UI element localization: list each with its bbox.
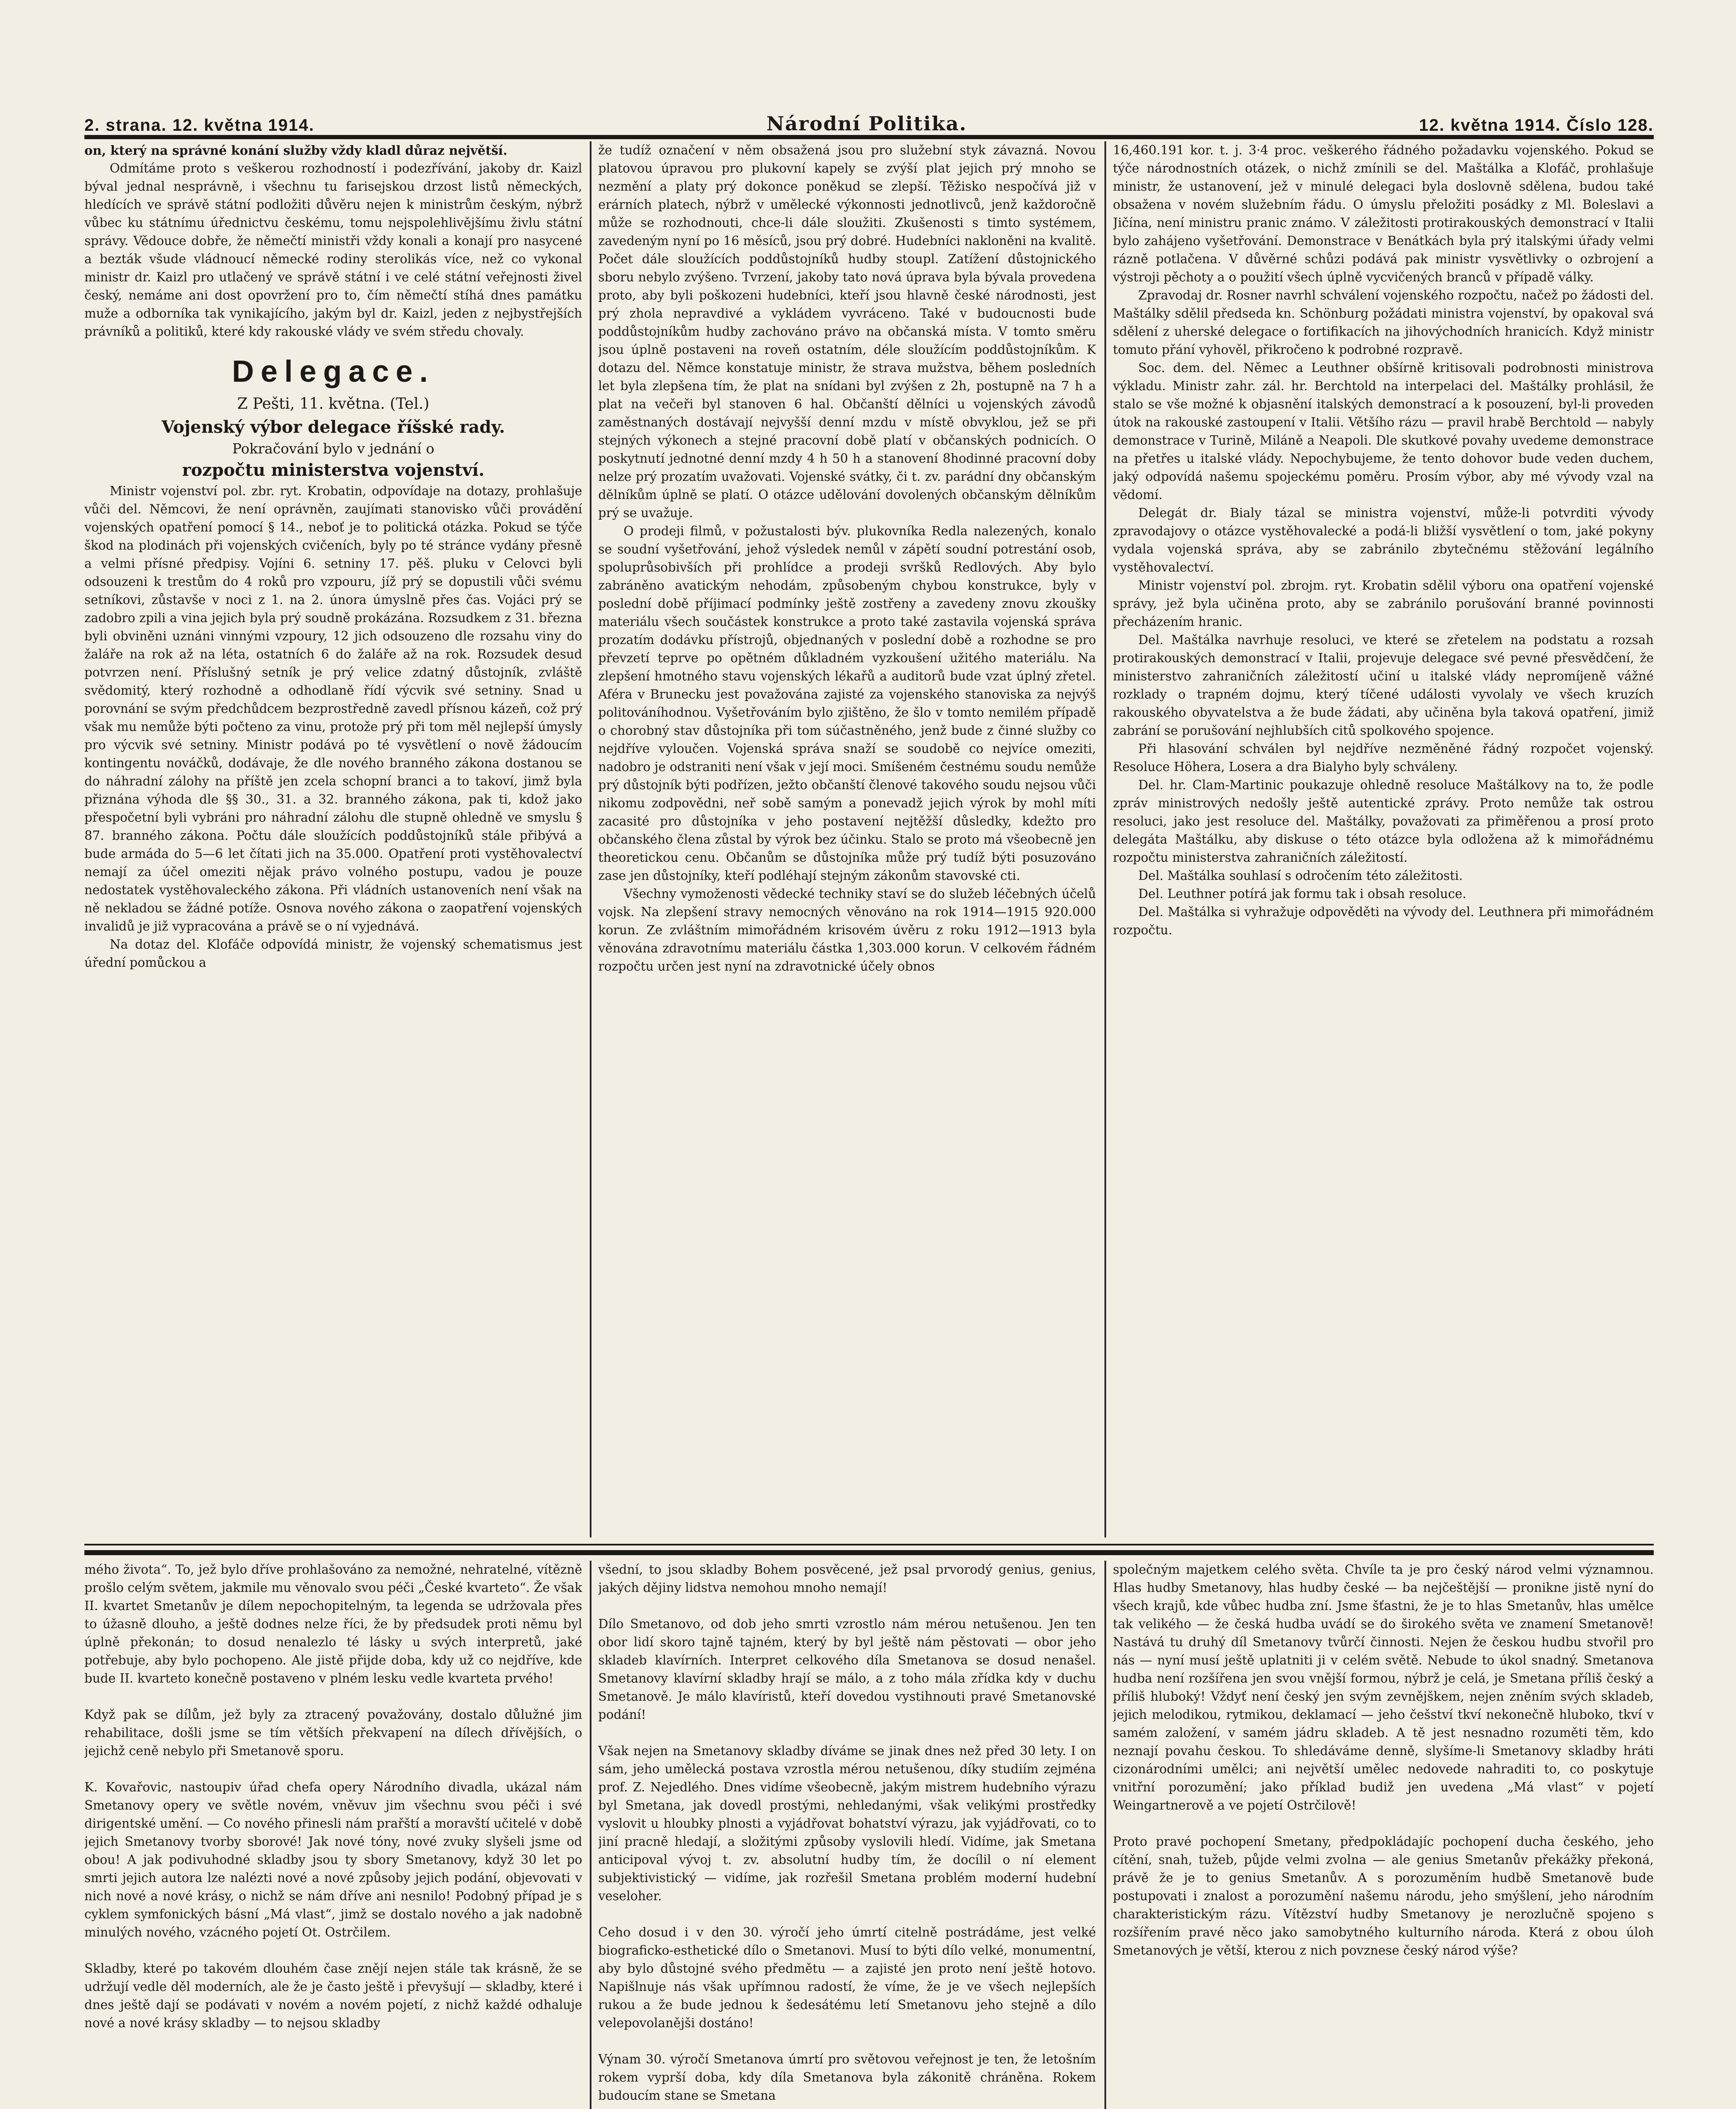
column-divider — [1104, 141, 1106, 1537]
berchtold-paragraph: Soc. dem. del. Němec a Leuthner obšírně kritisovali podrobnosti ministrova výkladu. Ministr zahr. zál. hr. Berchtold na interpelaci del. Maštálky prohlásil, že stalo se vše možné k objasnění italských demonstrací a k posouzení, byl-li proveden útok na rakouské zastoupení v Italii. Většího rázu — pravil hrabě Berchtold — nabyly demonstrace v Turině, Miláně a Neapoli. Dle skutkové povahy uvedeme demonstrace na přetřes u italské vlády. Nepochybujeme, že tento dohovor bude veden duchem, jaký odpovídá našemu spojeckému poměru. Prosím výbor, aby mé vývody vzal na vědomí. — [1113, 361, 1654, 502]
leuthner-paragraph: Del. Leuthner potírá jak formu tak i obsah resoluce. — [1138, 887, 1466, 901]
subheading-budget: rozpočtu ministerstva vojenství. — [182, 460, 485, 480]
mastalka-reserve-paragraph: Del. Maštálka si vyhražuje odpověděti na vývody del. Leuthnera při mimořádném rozpočtu. — [1113, 905, 1654, 937]
feuilleton-rule-thin — [84, 1544, 1654, 1545]
header-rule — [84, 135, 1654, 139]
mastalka-resolution-paragraph: Del. Maštálka navrhuje resoluci, ve které se zřetelem na podstatu a rozsah protirakouských demonstrací v Italii, projevuje delegace své pevné přesvědčení, že ministerstvo zahraničních záležitostí učiní u italské vlády nepromíjeně vážné rozklady o trapném dojmu, který tíčené události vyvolaly ve všech kruzích rakouského obyvatelstva a že bude žádati, aby učiněna byla taková opatření, jimiž zabrání se porušování nejhlubších citů spolkového spojence. — [1113, 633, 1654, 738]
feuilleton-column-1 — [84, 1561, 582, 2109]
column-divider — [590, 1561, 591, 2109]
column-divider — [590, 141, 591, 1537]
feuilleton-column-2 — [598, 1561, 1096, 2109]
subheading-committee: Vojenský výbor delegace říšské rady. — [161, 417, 505, 437]
minister-answer-paragraph: Ministr vojenství pol. zbr. ryt. Krobatin, odpovídaje na dotazy, prohlašuje vůči del. Němcovi, že není oprávněn, zaujímati stanovisko vůči provádění vojenských opatření pomocí § 14., neboť je to politická otázka. Pokud se týče škod na plodinách při vojenských cvičeních, byly po té stránce vydány přesně a velmi přísné předpisy. Vojíni 6. setniny 17. pěš. pluku v Celovci byli odsouzeni k trestům do 4 roků pro vzpouru, jíž prý se dopustili vůči svému setníkovi, zůstavše v noci z 1. na 2. února úmyslně přes čas. Vojáci prý se zadobro zpili a vina jejich byla prý soudně prokázána. Rozsudkem z 31. března byli obviněni uznáni vinnými vzpoury, 12 jich odsouzeno dle rozsahu viny do žaláře na rok až na léta, ostatních 6 do žaláře až na rok. Rozsudek desud potvrzen není. Příslušný setník je prý velice zdatný důstojník, zvláště svědomitý, který rozhodně a odhodlaně řídí výcvik své setniny. Snad u porovnání se svým předchůdcem bezprostředně zavedl přísnou kázeň, což prý však mu nemůže býti počteno za vinu, protože prý při tom měl nejlepší úmysly pro výcvik své setniny. Ministr podává po té vysvětlení o nově žádoucím kontingentu nováčků, dodávaje, že dle nového branného zákona dostanou se do náhradní zálohy na příště jen zcela schopní branci a to takoví, jimž byla přiznána výhoda dle §§ 30., 31. a 32. branného zákona, pak ti, kdož jako přespočetní byli vybráni pro náhradní zálohu dle stupně ohledně ve smyslu § 87. branného zákona. Počtu dále sloužících poddůstojníků stále přibývá a bude armáda do 5—6 let čítati jich na 35.000. Opatření proti vystěhovalectví nemají za účel omeziti nějak právo volného postupu, vadou je pouze nedostatek vystěhovaleckého zákona. Při vládních ustanoveních není však na ně nekladou se žádné potíže. Osnova nového zákona o zaopatření vojenských invalidů je již vypracována a právě se o ní vyjednává. — [84, 484, 582, 933]
news-column-1 — [84, 141, 582, 1540]
column-intro: on, který na správné konání služby vždy kladl důraz největší. — [84, 143, 508, 158]
budget-paragraph: 16,460.191 kor. t. j. 3·4 proc. veškerého řádného požadavku vojenského. Pokud se týče národnostních otázek, o nichž zmínili se del. Maštálka a Klofáč, prohlašuje ministr, že ustanovení, jež v minulé delegaci byla doslovně sdělena, budou také obsažena v novém služebním řádu. O úmyslu přeložiti posádky z Ml. Boleslavi a Jičína, není ministru pranic známo. V záležitosti protirakouských demonstrací v Italii bylo zahájeno vyšetřování. Demonstrace v Benátkách byla prý italskými úřady velmi rázně potlačena. V důvěrné schůzi podává pak ministr vysvětlivky o ozbrojení a výstroji pěchoty a o použití všech úplně vycvičených branců v případě války. — [1113, 143, 1654, 284]
masthead: Národní Politika. — [766, 112, 967, 135]
bands-paragraph: že tudíž označení v něm obsažená jsou pro služební styk závazná. Novou platovou úpravou pro plukovní kapely se zvýší plat jejich prý mnoho se nezmění a platy prý dokonce poněkud se zlepší. Těžisko nespočívá již v erárních platech, nýbrž v umělecké výkonnosti jednotlivců, jenž každoročně může se rozhodnouti, chce-li dále sloužiti. Zkušenosti s timto systémem, zavedeným nyní po 16 měsíců, jsou prý dobré. Hudebníci nakloněni na kvalitě. Počet dále sloužících poddůstojníků hudby stoupl. Zatížení důstojnického sboru nebylo zvýšeno. Tvrzení, jakoby tato nová úprava byla bývala provedena proto, aby byli poškozeni hudebníci, kteří jsou hlavně české národnosti, jest prý zhola nepravdivé a vykládem vyvráceno. Také v budoucnosti bude poddůstojníkům hudby zachováno právo na občanská místa. V tomto směru jsou úplně postaveni na roveň ostatním, déle sloužícím poddůstojníkům. K dotazu del. Němce konstatuje ministr, že strava mužstva, během posledních let byla zlepšena tím, že plat na snídani byl zvýšen z 2h, postupně na 7 h a plat na večeři byl stanoven 6 hal. Občanští dělníci u vojenských závodů zaměstnaných dostávají nejvyšší denní mzdu v místě obvyklou, jež se při stejných výkonech a stejné pracovní době platí v občanských podnicích. O poskytnutí jednotné denní mzdy 4 h 50 h a stanovení 8hodinné pracovní doby nelze prý prozatím uvažovati. Vojenské svátky, či t. zv. parádní dny občanským dělníkům úplně se platí. O otázce udělování dovolených občanským dělníkům prý se uvažuje. — [598, 143, 1096, 520]
clam-martinic-paragraph: Del. hr. Clam-Martinic poukazuje ohledně resoluce Maštálkovy na to, že podle zpráv ministrových nedošly ještě autentické zprávy. Proto nemůže tak ostrou resoluci, jako jest resoluce del. Maštálky, považovati za přiměřenou a prosí proto delegáta Maštálku, aby diskuse o této otázce byla odložena až k mimořádnému rozpočtu ministerstva zahraničních záležitostí. — [1113, 778, 1654, 865]
section-heading: Delegace. — [232, 355, 435, 388]
mastalka-agrees-paragraph: Del. Maštálka souhlasí s odročením této záležitosti. — [1138, 868, 1463, 883]
kaizl-paragraph: Odmítáme proto s veškerou rozhodností i podezřívání, jakoby dr. Kaizl býval jednal nesprávně, i všechnu tu farisejskou drzost listů německých, hledících ve správě státní podložiti důvěru nejen k ministrům českým, nýbrž vůbec ku státnímu úřednictvu českému, tomu nejspolehlivějšímu živlu státní správy. Vědouce dobře, že němečtí ministři vždy konali a konají pro nasycené a bezták všude vládnoucí německé rodiny sterolikás více, než co vykonal ministr dr. Kaizl pro utlačený ve správě státní i ve celé státní veřejnosti živel český, nemáme ani dost opovržení pro to, čím němečtí stíhá dnes památku muže a odborníka tak vynikajícího, jakým byl dr. Kaizl, jeden z nejbystřejších právníků a politiků, které kdy rakouské vlády ve svém středu chovaly. — [84, 161, 582, 339]
column-divider — [1104, 1561, 1106, 2109]
medical-paragraph: Všechny vymoženosti vědecké techniky staví se do služeb léčebných účelů vojsk. Na zlepšení stravy nemocných věnováno na rok 1914—1915 920.000 korun. Ze zvláštním mimořádném krisovém úvěru z roku 1912—1913 byla věnována zdravotnímu materiálu částka 1,303.000 korun. V celkovém řádném rozpočtu určen jest nyní na zdravotnické účely obnos — [598, 887, 1096, 974]
vote-paragraph: Při hlasování schválen byl nejdříve nezměněné řádný rozpočet vojenský. Resoluce Höhera, Losera a dra Bialyho byly schváleny. — [1113, 742, 1654, 774]
page-header — [84, 105, 1654, 135]
news-column-3 — [1113, 141, 1654, 1540]
header-right: 12. května 1914. Číslo 128. — [1419, 116, 1654, 135]
dateline: Z Pešti, 11. května. (Tel.) — [237, 395, 429, 413]
feuilleton-column-3 — [1113, 1561, 1654, 2109]
feuilleton-text: společným majetkem celého světa. Chvíle ta je pro český národ velmi významnou. Hlas hudby Smetanovy, hlas hudby české — ba nejčeštější — pronikne jistě nyní do všech krajů, kde vůbec hudba zní. Jsme šťastni, že je to hlas Smetanův, hlas umělce tak velikého — že česká hudba uvádí se do širokého světa ve znamení Smetanově! Nastává tu druhý díl Smetanovy tvůrčí činnosti. Nejen že českou hudbu stvořil pro nás — nyní musí ještě uplatniti ji v celém světě. Nebude to úkol snadný. Smetanova hudba není rozšířena jen svou vnější formou, nýbrž je celá, je Smetana příliš český a příliš hluboký! Vždyť není český jen svým zevnějškem, nejen zněním svých skladeb, jejich melodikou, rytmikou, deklamací — jeho češství tkví nekonečně hluboko, tkví v samém založení, v samém jádru skladeb. A tě jest nesnadno rozuměti těm, kdo neznají povahu českou. To shledáváme denně, slyšíme-li Smetanovy skladby hráti cizonárodními umělci; ani největší umělec nedovede nahraditi to, co poskytuje vnitřní porozumění; jako příklad budiž jen uvedena „Má vlast“ v pojetí Weingartnerově a ve pojetí Ostrčilově! Proto pravé pochopení Smetany, předpokládajíc pochopení ducha českého, jeho cítění, snah, tužeb, půjde velmi zvolna — ale genius Smetanův překážky překoná, právě že je to genius Smetanův. A s porozuměním hudbě Smetanově bude postupovati i znalost a porozumění našemu národu, jeho smýšlení, jeho národním charakteristickým rázu. Vítězství hudby Smetanovy je nerozlučně spojeno s rozšířením pravé něco jako samobytného kulturního národa. Která z obou úloh Smetanových je větší, kterou z nich povznese český národ výše? — [1113, 1562, 1654, 1958]
subheading-continuation: Pokračování bylo v jednání o — [232, 440, 435, 457]
feuilleton-text: mého života“. To, jež bylo dříve prohlašováno za nemožné, nehratelné, vítězně prošlo celým světem, jakmile mu věnovalo svou péči „České kvarteto“. Že však II. kvartet Smetanův je dílem nepochopitelným, ta legenda se udržovala přes to úžasně dlouho, a ještě dodnes nelze říci, že by předsudek proti němu byl úplně překonán; to dosud nenalezlo té lásky u svých interpretů, jaké potřebuje, aby bylo pochopeno. Ale jistě přijde doba, kdy už co nejdříve, kde bude II. kvarteto konečně postaveno v plném lesku vedle kvarteta prvého! Když pak se dílům, jež byly za ztracený považovány, dostalo důlužné jim rehabilitace, došli jsme se tím větších překvapení na dílech dřívějších, o jejichž ceně nebylo při Smetanově sporu. K. Kovařovic, nastoupiv úřad chefa opery Národního divadla, ukázal nám Smetanovy opery ve světle novém, vněvuv jim všechnu svou péči i své dirigentské umění. — Co nového přinesli nám prařští a moravští učitelé v době jejich Smetanovy tvorby sborové! Jak nové tóny, nové zvuky slyšeli jsme od obou! A jak podivuhodné skladby jsou ty sbory Smetanovy, když 30 let po smrti jejich autora lze nalézti nové a nové způsoby jejich podání, objevovati v nich nové a nové krásy, o nichž se nám dříve ani nesnilo! Podobný případ je s cyklem symfonických básní „Má vlast“, jimž se dostalo nového a jak nadobně minulých nového, vzácného pojetí Ot. Ostrčilem. Skladby, které po takovém dlouhém čase znějí nejen stále tak krásně, že se udržují vedle děl moderních, ale že je často ještě i převyšují — skladby, které i dnes ještě dají se podávati v novém a novém pojetí, z nichž každé odhaluje nové a nové krásy skladby — to nejsou skladby — [84, 1562, 582, 2030]
bialy-paragraph: Delegát dr. Bialy tázal se ministra vojenství, může-li potvrditi vývody zpravodajovy o otázce vystěhovalecké a podá-li bližší vysvětlení o tom, jaké pokyny vydala vojenská správa, aby se zabránilo zbytečnému stěžování legálního vystěhovalectví. — [1113, 506, 1654, 574]
header-left: 2. strana. 12. května 1914. — [84, 116, 315, 135]
news-column-2 — [598, 141, 1096, 1540]
feuilleton-rule-thick — [84, 1550, 1654, 1555]
krobatin-paragraph: Ministr vojenství pol. zbrojm. ryt. Krobatin sdělil výboru ona opatření vojenské správy, jež byla učiněna proto, aby se zabránilo porušování branné povinnosti přecházením hranic. — [1113, 578, 1654, 629]
rosner-paragraph: Zpravodaj dr. Rosner navrhl schválení vojenského rozpočtu, načež po žádosti del. Maštálky sdělil předseda kn. Schönburg požádati ministra vojenství, by opakoval svá sdělení z uherské delegace o fortifikacích na jihovýchodních hranicích. Když ministr tomuto přání vyhověl, přikročeno k podrobné rozpravě. — [1113, 288, 1654, 357]
films-paragraph: O prodeji filmů, v požustalosti býv. plukovníka Redla nalezených, konalo se soudní vyšetřování, jehož výsledek nemůl v zápětí soudní potrestání osob, spoluprůsobivších při prohlídce a prodeji svršků Redlových. Aby bylo zabráněno avatickým nehodám, způsobeným chybou konstrukce, byly v poslední době příjimací podmínky ještě zostřeny a zavedeny znovu zkoušky materiálu všech součástek konstrukce a proto také zastavila vojenská správa prozatím dodávku přístrojů, objednaných v poslední době a rozhodne se pro převzetí teprve po opětném důkladném vyzkoušení užitého materiálu. Na zlepšení hmotného stavu vojenských lékařů a auditorů bude vzat úplný zřetel. Aféra v Brunecku jest považována zajisté za vojenského stanoviska za nejvýš politováníhodnou. Vyšetřováním bylo zjištěno, že šlo v tomto nemilém případě o chorobný stav důstojníka při tom súčastněného, jenž bude z činné služby co nejdříve vyloučen. Vojenská správa snaží se soudobě co nejvíce omeziti, nadobro je odstraniti není však v její moci. Smíšeném čestnému soudu nemůže prý důstojník býti podřízen, ježto občanští členové takového soudu nejsou vůči nikomu zodpovědni, neř sobě samým a ponevadž jejich výrok by mohl míti zacasité pro důstojníka v jeho postavení nejtěžší důsledky, kdežto pro občanského člena zůstal by výrok bez účinku. Stalo se proto má všeobecně jen theoretickou cenu. Občanům se důstojníka může prý tudíž býti posuzováno zase jen důstojníky, kteří podléhají stejným zákonům stavovské cti. — [598, 524, 1096, 883]
feuilleton-text: všední, to jsou skladby Bohem posvěcené, jež psal prvorodý genius, genius, jakých dějiny lidstva nemohou mnoho nemají! Dílo Smetanovo, od dob jeho smrti vzrostlo nám mérou netušenou. Jen ten obor lidí skoro tajně tajném, který by byl ještě nám pěstovati — obor jeho skladeb klavírních. Interpret celkového díla Smetanova se dosud nenašel. Smetanovy klavírní skladby hrají se málo, a z toho mála zřídka kdy v duchu Smetanově. Je málo klavíristů, kteří dovedou vystihnouti pravé Smetanovské podání! Však nejen na Smetanovy skladby díváme se jinak dnes než před 30 lety. I on sám, jeho umělecká postava vzrostla mérou netušenou, díky studiím zejména prof. Z. Nejedlého. Dnes vidíme všeobecně, jakým mistrem hudebního výrazu byl Smetana, jak dovedl prostými, nehledanými, však velikými prostředky vyslovit u hloubky plnosti a vyjádřovat bohatství výrazu, jak vyjádřovati, co to jiní pracně hledají, a složitými způsoby vyslovili hledí. Vidíme, jak Smetana anticipoval vývoj t. zv. absolutní hudby tím, že docílil o ní element subjektivistický — vidíme, jak rozřešil Smetana problém moderní hudební veseloher. Ceho dosud i v den 30. výročí jeho úmrtí citelně postrádáme, jest velké biograficko-esthetické dílo o Smetanovi. Musí to býti dílo velké, monumentní, aby bylo důstojné svého předmětu — a zajisté jen proto není ještě hotovo. Napišlnuje nás však upřímnou radostí, že víme, že je ve všech nejlepších rukou a že bude jednou k šedesátému letí Smetanovu jeho stejně a dílo velepovolanějši dostáno! Výnam 30. výročí Smetanova úmrtí pro světovou veřejnost je ten, že letošním rokem vyprší doba, kdy díla Smetanova byla zákonitě chráněna. Rokem budoucím stane se Smetana — [598, 1562, 1096, 2103]
klofac-paragraph: Na dotaz del. Klofáče odpovídá ministr, že vojenský schematismus jest úřední pomůckou a — [84, 937, 582, 970]
